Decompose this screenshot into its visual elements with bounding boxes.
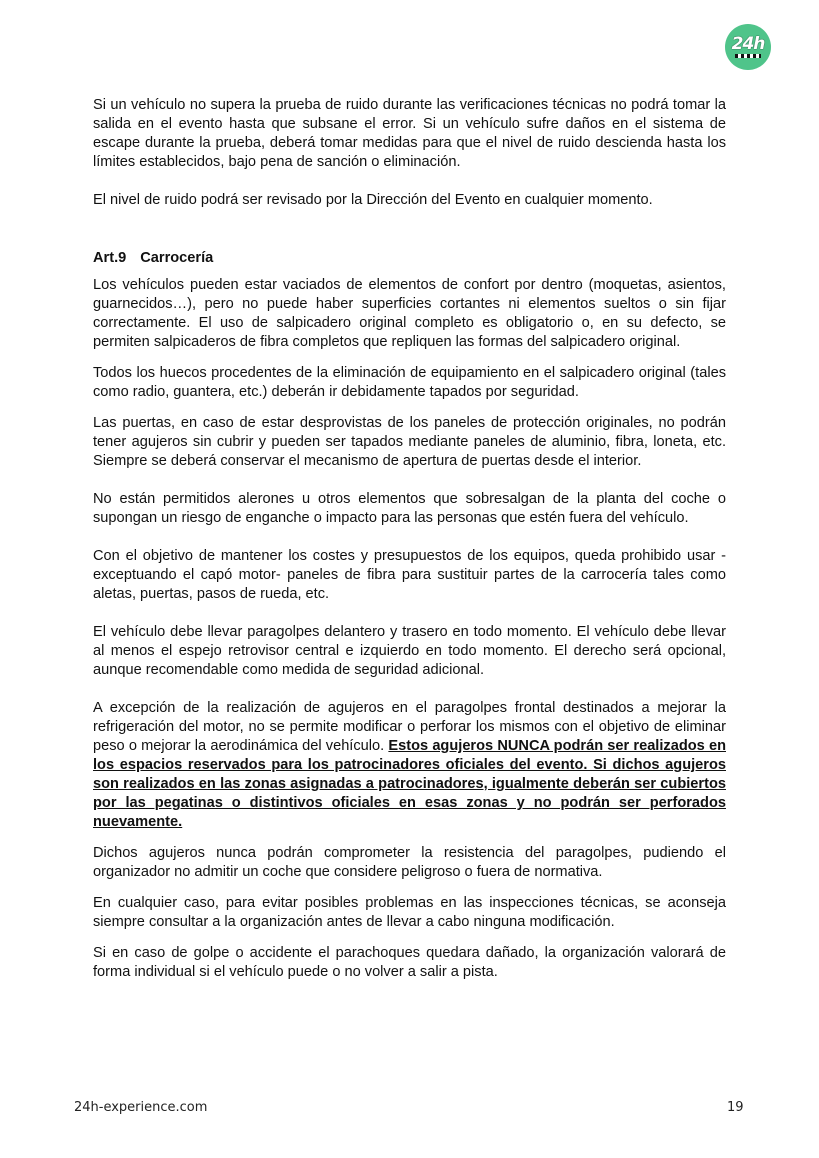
paragraph-interior: Los vehículos pueden estar vaciados de elementos de confort por dentro (moquetas, asientos, guarnecidos…), pero no puede haber superficies cortantes ni elementos sueltos o sin fijar correctamente. El uso de salpicadero original completo es obligatorio o, en su defecto, se permiten salpicaderos de fibra completos que repliquen las formas del salpicadero original. — [93, 277, 726, 350]
paragraph-bumper-holes — [93, 699, 726, 832]
section-heading — [93, 249, 726, 268]
page-number: 19 — [727, 1100, 744, 1115]
bumper-holes-warning: Estos agujeros NUNCA podrán ser realizados en los espacios reservados para los patrocinadores oficiales del evento. Si dichos agujeros son realizados en las zonas asignadas a patrocinadores, igualmente deberán ser cubiertos por las pegatinas o distintivos oficiales en esas zonas y no podrán ser perforados nuevamente. — [93, 738, 726, 830]
bumper-holes-text: A excepción de la realización de agujeros en el paragolpes frontal destinados a mejorar la refrigeración del motor, no se permite modificar o perforar los mismos con el objetivo de eliminar peso o mejorar la aerodinámica del vehículo. — [93, 700, 726, 754]
paragraph-doors: Las puertas, en caso de estar desprovistas de los paneles de protección originales, no podrán tener agujeros sin cubrir y pueden ser tapados mediante paneles de aluminio, fibra, loneta, etc. Siempre se deberá conservar el mecanismo de apertura de puertas desde el interior. — [93, 415, 726, 469]
paragraph-noise-review: El nivel de ruido podrá ser revisado por la Dirección del Evento en cualquier momento. — [93, 192, 653, 208]
paragraph-bumpers-mirrors: El vehículo debe llevar paragolpes delantero y trasero en todo momento. El vehículo debe llevar al menos el espejo retrovisor central e izquierdo en todo momento. El derecho será opcional, aunque recomendable como medida de seguridad adicional. — [93, 624, 726, 678]
checkered-flag-icon — [735, 54, 761, 58]
paragraph-spoilers: No están permitidos alerones u otros elementos que sobresalgan de la planta del coche o supongan un riesgo de enganche o impacto para las personas que estén fuera del vehículo. — [93, 491, 726, 526]
paragraph-dashboard-holes: Todos los huecos procedentes de la eliminación de equipamiento en el salpicadero original (tales como radio, guantera, etc.) deberán ir debidamente tapados por seguridad. — [93, 365, 726, 400]
section-title: Carrocería — [140, 250, 214, 266]
footer-website: 24h-experience.com — [74, 1100, 208, 1115]
logo-text: 24h — [731, 34, 765, 54]
paragraph-consult-organization: En cualquier caso, para evitar posibles problemas en las inspecciones técnicas, se aconseja siempre consultar a la organización antes de llevar a cabo ninguna modificación. — [93, 895, 726, 930]
paragraph-noise-test: Si un vehículo no supera la prueba de ruido durante las verificaciones técnicas no podrá tomar la salida en el evento hasta que subsane el error. Si un vehículo sufre daños en el sistema de escape durante la prueba, deberá tomar medidas para que el nivel de ruido descienda hasta los límites establecidos, bajo pena de sanción o eliminación. — [93, 97, 726, 170]
document-body — [93, 96, 726, 982]
brand-logo — [725, 24, 771, 70]
paragraph-bumper-resistance: Dichos agujeros nunca podrán comprometer la resistencia del paragolpes, pudiendo el organizador no admitir un coche que considere peligroso o fuera de normativa. — [93, 845, 726, 880]
paragraph-fiber-panels: Con el objetivo de mantener los costes y presupuestos de los equipos, queda prohibido usar - exceptuando el capó motor- paneles de fibra para sustituir partes de la carrocería tales como aletas, puertas, pasos de rueda, etc. — [93, 548, 726, 602]
paragraph-damaged-bumper: Si en caso de golpe o accidente el parachoques quedara dañado, la organización valorará de forma individual si el vehículo puede o no volver a salir a pista. — [93, 945, 726, 980]
section-number: Art.9 — [93, 250, 127, 266]
